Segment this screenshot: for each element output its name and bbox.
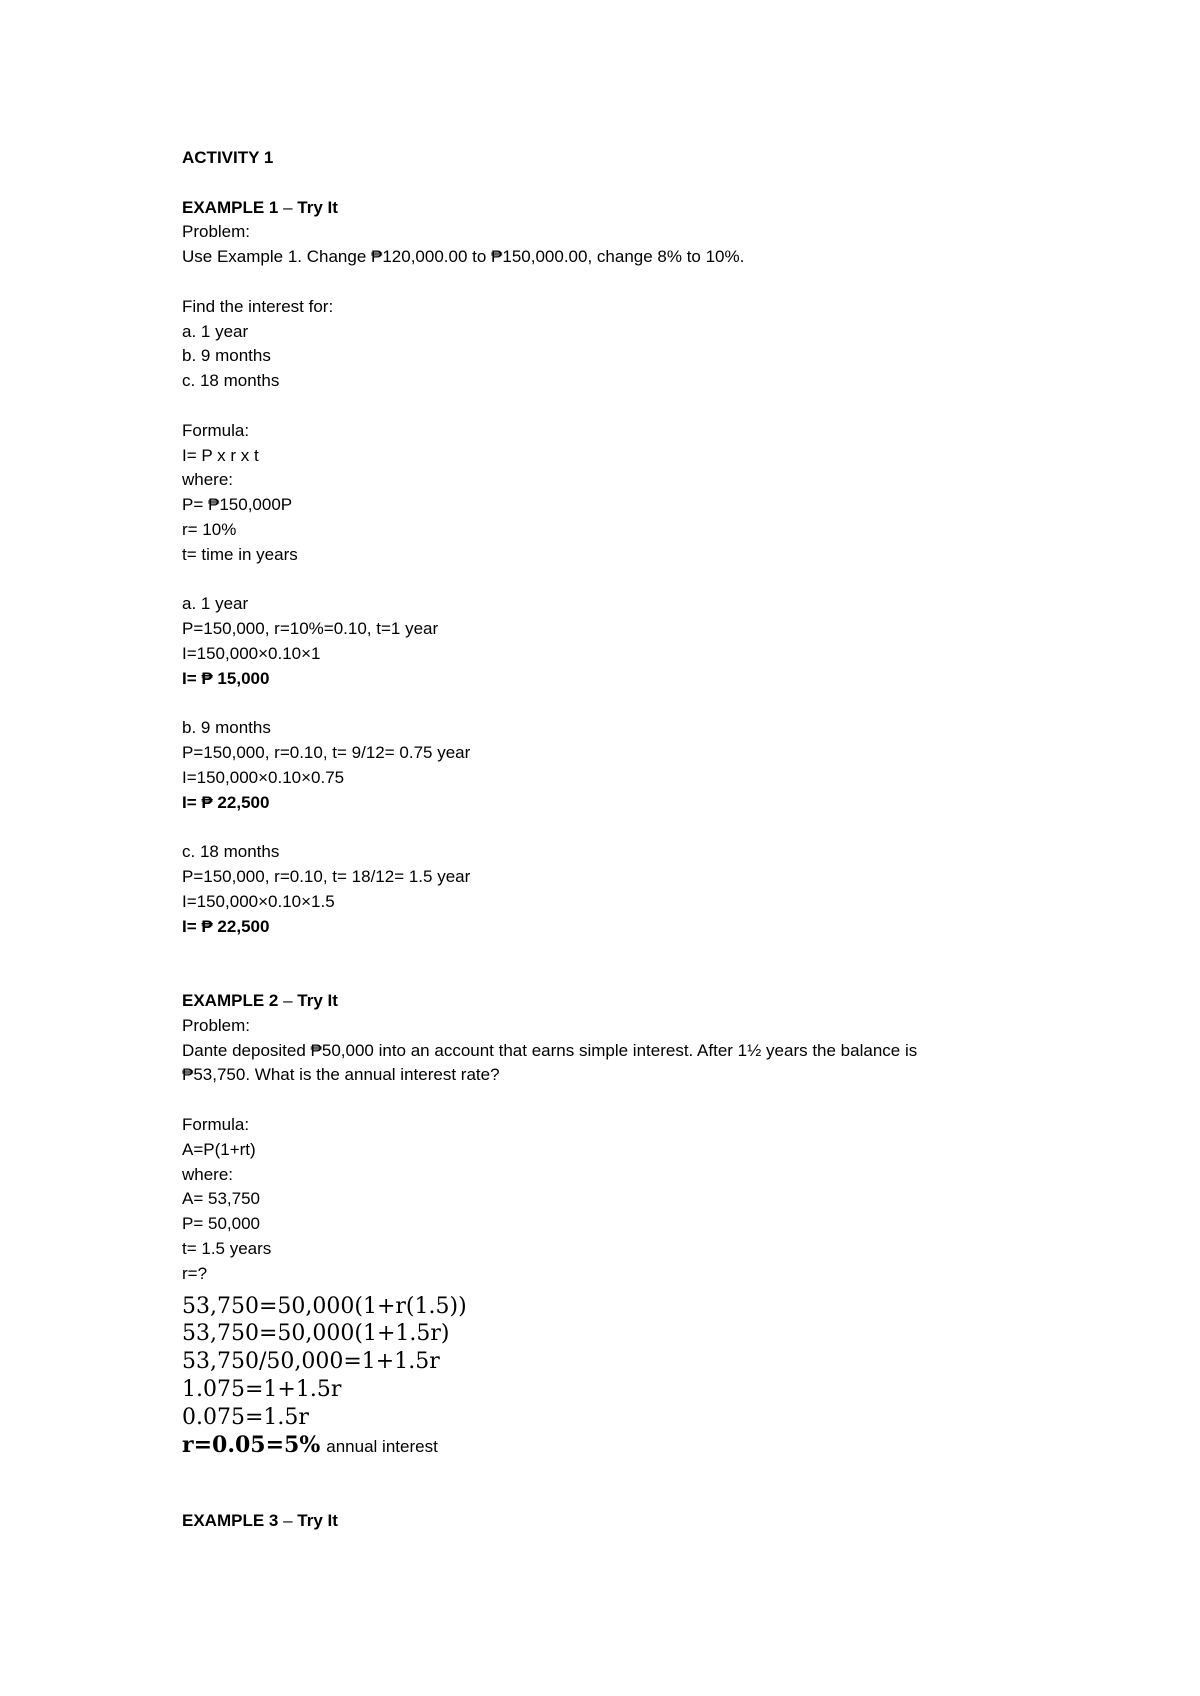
example1-var-t: t= time in years — [182, 544, 298, 564]
example1-problem-label: Problem: — [182, 222, 251, 242]
example2-heading-dash: – — [278, 991, 298, 1011]
solution-b-calc: I=150,000×0.10×0.75 — [182, 767, 345, 787]
example2-var-t: t= 1.5 years — [182, 1239, 272, 1259]
activity-title: ACTIVITY 1 — [182, 148, 274, 167]
example1-find-label: Find the interest for: — [182, 296, 334, 316]
example2-var-a: A= 53,750 — [182, 1189, 260, 1209]
step-1: 53,750=50,000(1+r(1.5)) — [182, 1293, 467, 1319]
solution-a-answer: I= ₱ 15,000 — [182, 668, 270, 688]
example3-heading-try: Try It — [297, 1511, 338, 1531]
final-step-note: annual interest — [326, 1436, 438, 1456]
final-step-value: r=0.05=5% — [182, 1431, 321, 1458]
example1-heading-dash: – — [278, 197, 298, 217]
example2-heading — [182, 989, 1062, 1014]
step-5: 0.075=1.5r — [182, 1404, 309, 1430]
step-2: 53,750=50,000(1+1.5r) — [182, 1321, 450, 1347]
solution-b-answer: I= ₱ 22,500 — [182, 792, 270, 812]
example2-formula-label: Formula: — [182, 1115, 250, 1135]
example2-problem-line1: Dante deposited ₱50,000 into an account that earns simple interest. After 1½ years the balance is — [182, 1040, 918, 1060]
solution-a-title: a. 1 year — [182, 594, 249, 614]
example2-var-r: r=? — [182, 1263, 208, 1283]
solution-a-calc: I=150,000×0.10×1 — [182, 643, 321, 663]
solution-c-answer: I= ₱ 22,500 — [182, 916, 270, 936]
example3-heading — [182, 1509, 1062, 1534]
example2-problem-label: Problem: — [182, 1015, 251, 1035]
step-4: 1.075=1+1.5r — [182, 1377, 342, 1403]
example2-where-label: where: — [182, 1164, 234, 1184]
example1-heading-try: Try It — [297, 197, 338, 217]
solution-b-given: P=150,000, r=0.10, t= 9/12= 0.75 year — [182, 743, 471, 763]
example1-formula-label: Formula: — [182, 420, 250, 440]
example1-where-label: where: — [182, 470, 234, 490]
example1-var-r: r= 10% — [182, 519, 237, 539]
example3-heading-main: EXAMPLE 3 — [182, 1511, 279, 1531]
final-step — [182, 1432, 1062, 1460]
solution-b-title: b. 9 months — [182, 718, 271, 738]
example3-heading-dash: – — [278, 1511, 298, 1531]
example1-option-a: a. 1 year — [182, 321, 249, 341]
example1-heading-main: EXAMPLE 1 — [182, 197, 279, 217]
example1-var-p: P= ₱150,000P — [182, 495, 293, 515]
example1-problem-text: Use Example 1. Change ₱120,000.00 to ₱150,000.00, change 8% to 10%. — [182, 247, 745, 267]
solution-a-given: P=150,000, r=10%=0.10, t=1 year — [182, 619, 439, 639]
solution-c-title: c. 18 months — [182, 842, 280, 862]
example1-formula: I= P x r x t — [182, 445, 259, 465]
example2-solution-steps — [182, 1293, 1062, 1460]
example2-problem-line2: ₱53,750. What is the annual interest rate? — [182, 1065, 500, 1085]
example2-var-p: P= 50,000 — [182, 1214, 260, 1234]
example2-heading-try: Try It — [297, 991, 338, 1011]
example1-option-b: b. 9 months — [182, 346, 271, 366]
example2-formula: A=P(1+rt) — [182, 1139, 256, 1159]
solution-c-given: P=150,000, r=0.10, t= 18/12= 1.5 year — [182, 867, 471, 887]
example1-option-c: c. 18 months — [182, 371, 280, 391]
example2-heading-main: EXAMPLE 2 — [182, 991, 279, 1011]
step-3: 53,750/50,000=1+1.5r — [182, 1349, 440, 1375]
document-page — [182, 146, 1062, 1534]
solution-c-calc: I=150,000×0.10×1.5 — [182, 891, 335, 911]
example1-heading — [182, 196, 1062, 221]
